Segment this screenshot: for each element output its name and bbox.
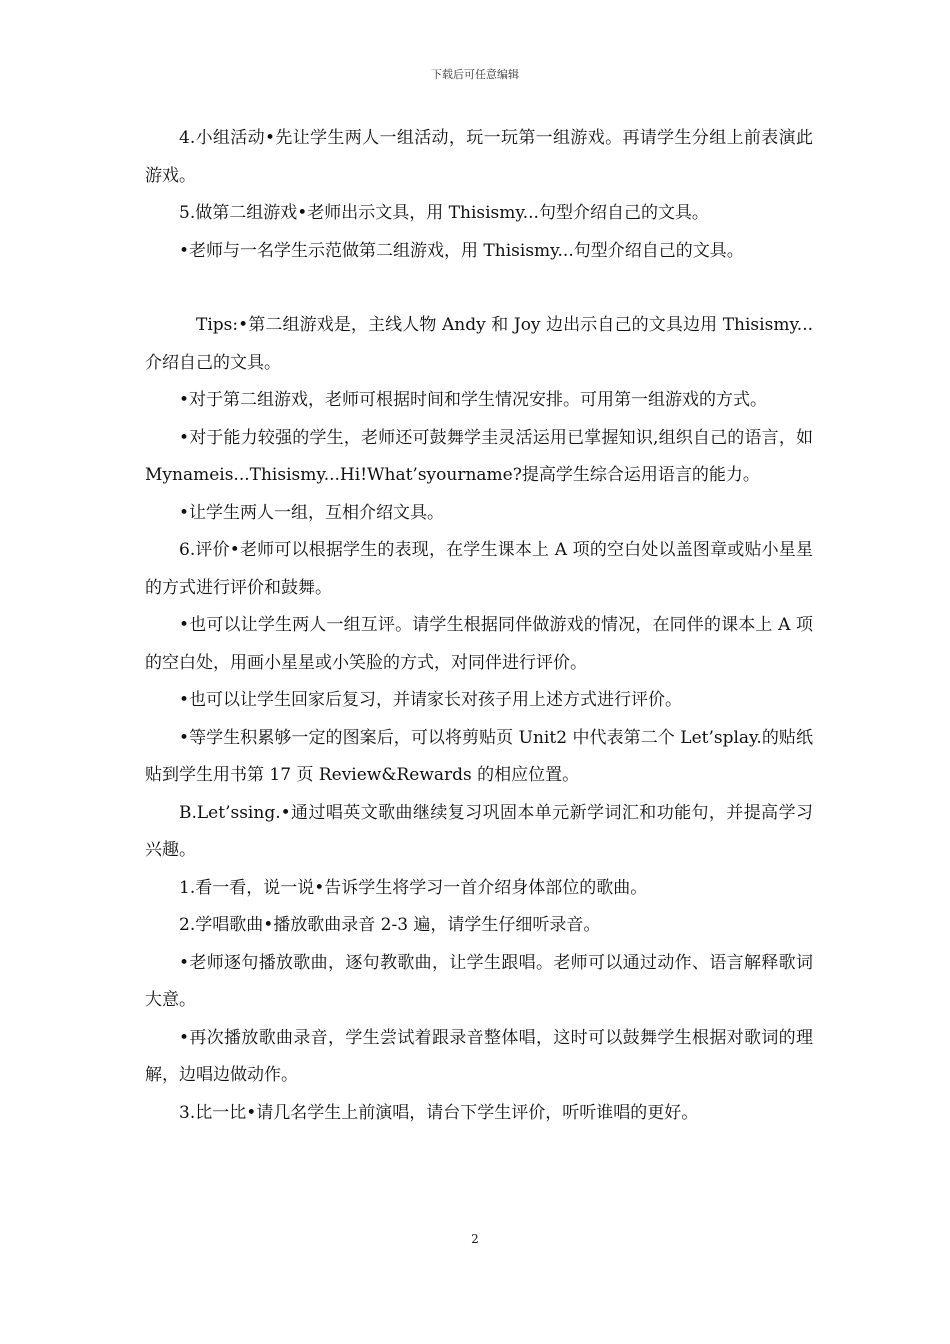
paragraph-lets-sing: B.Let’ssing.•通过唱英文歌曲继续复习巩固本单元新学词汇和功能句，并提高学习兴趣。: [145, 802, 813, 860]
paragraph-game-arrangement: •对于第二组游戏，老师可根据时间和学生情况安排。可用第一组游戏的方式。: [179, 390, 768, 410]
page-number: 2: [471, 1232, 479, 1246]
paragraph-advanced-students: •对于能力较强的学生，老师还可鼓舞学圭灵活运用已掌握知识,组织自己的语言，如 Mynameis...Thisismy...Hi!What’syourname?提高学生综合运用语言的能力。: [145, 427, 813, 485]
page-header: 下载后可任意编辑: [431, 68, 519, 81]
paragraph-second-game: 5.做第二组游戏•老师出示文具，用 Thisismy...句型介绍自己的文具。: [179, 203, 709, 223]
paragraph-peer-review: •也可以让学生两人一组互评。请学生根据同伴做游戏的情况，在同伴的课本上 A 项的空白处，用画小星星或小笑脸的方式，对同伴进行评价。: [145, 615, 813, 673]
paragraph-compare: 3.比一比•请几名学生上前演唱，请台下学生评价，听听谁唱的更好。: [179, 1102, 699, 1123]
paragraph-sing-along: •再次播放歌曲录音，学生尝试着跟录音整体唱，这时可以鼓舞学生根据对歌词的理解，边唱边做动作。: [145, 1027, 813, 1085]
paragraph-home-review: •也可以让学生回家后复习，并请家长对孩子用上述方式进行评价。: [179, 690, 683, 710]
paragraph-spacer: [145, 270, 813, 307]
paragraph-learn-song: 2.学唱歌曲•播放歌曲录音 2-3 遍，请学生仔细听录音。: [179, 915, 601, 935]
paragraph-evaluation: 6.评价•老师可以根据学生的表现，在学生课本上 A 项的空白处以盖图章或贴小星星的方式进行评价和鼓舞。: [145, 540, 813, 598]
paragraph-teach-song: •老师逐句播放歌曲，逐句教歌曲，让学生跟唱。老师可以通过动作、语言解释歌词大意。: [145, 952, 813, 1010]
paragraph-tips: Tips:•第二组游戏是，主线人物 Andy 和 Joy 边出示自己的文具边用 Thisismy...介绍自己的文具。: [145, 315, 813, 373]
paragraph-pair-intro: •让学生两人一组，互相介绍文具。: [179, 502, 445, 523]
paragraph-group-activity: 4.小组活动•先让学生两人一组活动，玩一玩第一组游戏。再请学生分组上前表演此游戏。: [145, 128, 813, 186]
body-text: [145, 120, 813, 1132]
paragraph-look-and-say: 1.看一看，说一说•告诉学生将学习一首介绍身体部位的歌曲。: [179, 877, 648, 898]
paragraph-stickers: •等学生积累够一定的图案后，可以将剪贴页 Unit2 中代表第二个 Let’splay.的贴纸贴到学生用书第 17 页 Review&Rewards 的相应位置。: [145, 727, 813, 785]
paragraph-teacher-demo: •老师与一名学生示范做第二组游戏，用 Thisismy...句型介绍自己的文具。: [179, 240, 744, 261]
